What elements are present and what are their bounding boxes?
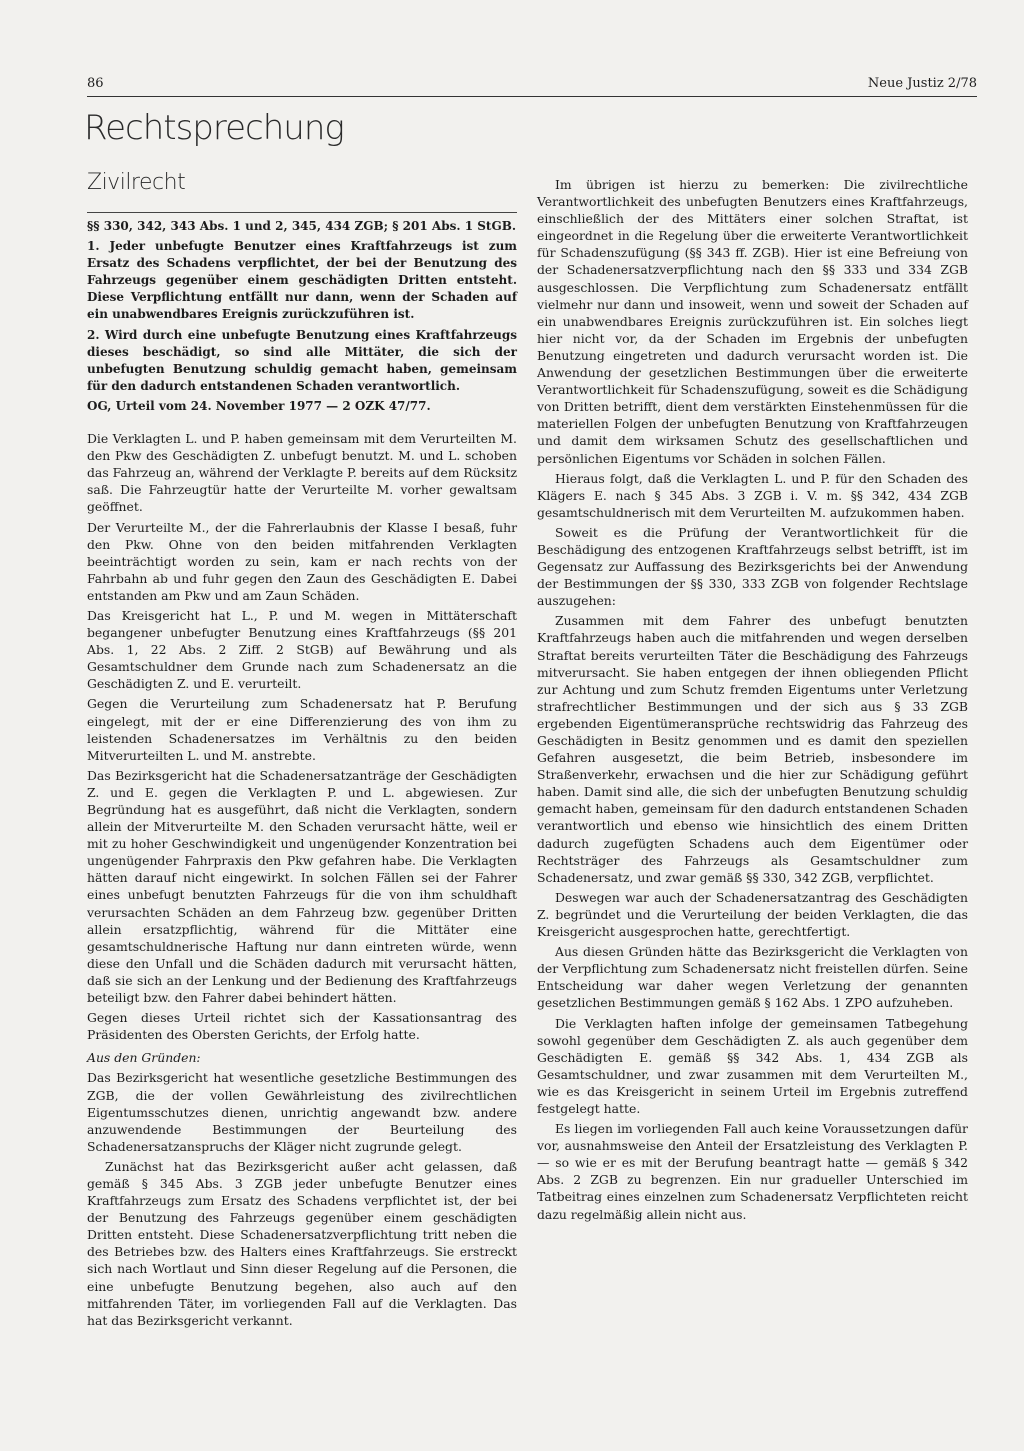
facts-paragraph: Gegen die Verurteilung zum Schadenersatz hat P. Berufung eingelegt, mit der er eine Differenzierung des von ihm zu leistenden Schadenersatzes im Verhältnis zu den beiden Mitverurteilten L. und M. anstrebte. [87,696,517,763]
section-title: Zivilrecht [87,170,186,195]
facts-paragraph: Das Bezirksgericht hat die Schadenersatzanträge der Geschädigten Z. und E. gegen die Verklagten P. und L. abgewiesen. Zur Begründung hat es ausgeführt, daß nicht die Verklagten, sondern allein der Mitverurteilte M. den Schaden verursacht hätte, weil er mit zu hoher Geschwindigkeit und ungenügender Konzentration bei ungenügender Fahrpraxis den Pkw gefahren habe. Die Verklagten hätten darauf nicht eingewirkt. In solchen Fällen sei der Fahrer eines unbefugt benutzten Fahrzeugs für die von ihm schuldhaft verursachten Schäden an dem Fahrzeug bzw. gegenüber Dritten allein ersatzpflichtig, während für die Mittäter eine gesamtschuldnerische Haftung nur dann eintreten würde, wenn diese den Unfall und die Schäden dadurch mit verursacht hätten, daß sie sich an der Lenkung und der Bedienung des Kraftfahrzeugs beteiligt bzw. den Fahrer dabei behindert hätten. [87,767,517,1006]
page-number: 86 [87,76,104,91]
reasons-paragraph: Deswegen war auch der Schadenersatzantrag des Geschädigten Z. begründet und die Verurteilung der beiden Verklagten, die das Kreisgericht ausgesprochen hatte, gerechtfertigt. [537,889,968,940]
reasons-paragraph: Es liegen im vorliegenden Fall auch keine Voraussetzungen dafür vor, ausnahmsweise den Anteil der Ersatzleistung des Verklagten P. — so wie er es mit der Berufung beantragt hatte — gemäß § 342 Abs. 2 ZGB zu begrenzen. Ein nur gradueller Unterschied im Tatbeitrag eines einzelnen zum Schadenersatz Verpflichteten reicht dazu regelmäßig allein nicht aus. [537,1121,968,1222]
headnote-point-2: 2. Wird durch eine unbefugte Benutzung eines Kraftfahrzeugs dieses beschädigt, so sind alle Mittäter, die sich der unbefugten Benutzung schuldig gemacht haben, gemeinsam für den dadurch entstandenen Schaden verantwortlich. [87,327,517,393]
facts-paragraph: Gegen dieses Urteil richtet sich der Kassationsantrag des Präsidenten des Obersten Gerichts, der Erfolg hatte. [87,1010,517,1043]
decision-reference: OG, Urteil vom 24. November 1977 — 2 OZK 47/77. [87,398,431,413]
reasons-paragraph: Zunächst hat das Bezirksgericht außer acht gelassen, daß gemäß § 345 Abs. 3 ZGB jeder unbefugte Benutzer eines Kraftfahrzeugs zum Ersatz des Schadens verpflichtet ist, der bei der Benutzung des Fahrzeugs gegenüber einem geschädigten Dritten entsteht. Diese Schadenersatzverpflichtung tritt neben die des Betriebes bzw. des Halters eines Kraftfahrzeugs. Sie erstreckt sich nach Wortlaut und Sinn dieser Regelung auf die Personen, die eine unbefugte Benutzung begehen, also auch auf den mitfahrenden Täter, im vorliegenden Fall auf die Verklagten. Das hat das Bezirksgericht verkannt. [87,1158,517,1328]
headnote [87,218,517,415]
journal-issue: Neue Justiz 2/78 [867,76,977,91]
header-divider [87,96,977,97]
spacer [87,418,517,430]
reasons-heading: Aus den Gründen: [87,1050,201,1066]
facts-paragraph: Das Kreisgericht hat L., P. und M. wegen in Mittäterschaft begangener unbefugter Benutzung eines Kraftfahrzeugs (§§ 201 Abs. 1, 22 Abs. 2 Ziff. 2 StGB) auf Bewährung und als Gesamtschuldner dem Grunde nach zum Schadenersatz an die Geschädigten Z. und E. verurteilt. [87,607,517,692]
reasons-paragraph: Zusammen mit dem Fahrer des unbefugt benutzten Kraftfahrzeugs haben auch die mitfahrenden und wegen derselben Straftat bereits verurteilten Täter die Beschädigung des Fahrzeugs mitverursacht. Sie haben entgegen der ihnen obliegenden Pflicht zur Achtung und zum Schutz fremden Eigentums unter Verletzung strafrechtlicher Bestimmungen und der sich aus § 33 ZGB ergebenden Eigentümeransprüche rechtswidrig das Fahrzeug des Geschädigten in Besitz genommen und es damit den speziellen Gefahren ausgesetzt, die beim Betrieb, insbesondere im Straßenverkehr, erwachsen und die hier zur Schädigung geführt haben. Damit sind alle, die sich der unbefugten Benutzung schuldig gemacht haben, gemeinsam für den dadurch entstandenen Schaden verantwortlich und ebenso wie hinsichtlich des einem Dritten dadurch zugefügten Schadens auch dem Eigentümer oder Rechtsträger des Fahrzeugs als Gesamtschuldner zum Schadenersatz, und zwar gemäß §§ 330, 342 ZGB, verpflichtet. [537,613,968,885]
section-divider [87,212,517,213]
reasons-paragraph: Hieraus folgt, daß die Verklagten L. und P. für den Schaden des Klägers E. nach § 345 Abs. 3 ZGB i. V. m. §§ 342, 434 ZGB gesamtschuldnerisch mit dem Verurteilten M. aufzukommen haben. [537,470,968,520]
reasons-paragraph: Aus diesen Gründen hätte das Bezirksgericht die Verklagten von der Verpflichtung zum Schadenersatz nicht freistellen dürfen. Seine Entscheidung war daher wegen Verletzung der genannten gesetzlichen Bestimmungen gemäß § 162 Abs. 1 ZPO aufzuheben. [537,944,968,1011]
left-column [87,218,517,1332]
facts-paragraph: Die Verklagten L. und P. haben gemeinsam mit dem Verurteilten M. den Pkw des Geschädigten Z. unbefugt benutzt. M. und L. schoben das Fahrzeug an, während der Verklagte P. bereits auf dem Rücksitz saß. Die Fahrzeugtür hatte der Verurteilte M. vorher gewaltsam geöffnet. [87,431,517,515]
reasons-paragraph: Das Bezirksgericht hat wesentliche gesetzliche Bestimmungen des ZGB, die der vollen Gewährleistung des zivilrechtlichen Eigentumsschutzes dienen, unrichtig angewandt bzw. andere anzuwendende Bestimmungen der Beurteilung des Schadenersatzanspruchs der Kläger nicht zugrunde gelegt. [87,1070,517,1154]
page-header [87,76,977,96]
headnote-point-1: 1. Jeder unbefugte Benutzer eines Kraftfahrzeugs ist zum Ersatz des Schadens verpflichtet, der bei der Benutzung des Fahrzeugs gegenüber einem geschädigten Dritten entsteht. Diese Verpflichtung entfällt nur dann, wenn der Schaden auf ein unabwendbares Ereignis zurückzuführen ist. [87,239,517,322]
right-column [537,176,968,1226]
reasons-paragraph: Soweit es die Prüfung der Verantwortlichkeit für die Beschädigung des entzogenen Kraftfahrzeugs selbst betrifft, ist im Gegensatz zur Auffassung des Bezirksgerichts bei der Anwendung der Bestimmungen der §§ 330, 333 ZGB von folgender Rechtslage auszugehen: [537,524,968,609]
headnote-citation: §§ 330, 342, 343 Abs. 1 und 2, 345, 434 ZGB; § 201 Abs. 1 StGB. [87,219,517,233]
page-title: Rechtsprechung [84,108,344,148]
reasons-paragraph: Die Verklagten haften infolge der gemeinsamen Tatbegehung sowohl gegenüber dem Geschädigten Z. als auch gegenüber dem Geschädigten E. gemäß §§ 342 Abs. 1, 434 ZGB als Gesamtschuldner, und zwar zusammen mit dem Verurteilten M., wie es das Kreisgericht in seinem Urteil im Ergebnis zutreffend festgelegt hatte. [537,1015,968,1116]
facts-paragraph: Der Verurteilte M., der die Fahrerlaubnis der Klasse I besaß, fuhr den Pkw. Ohne von den beiden mitfahrenden Verklagten beeinträchtigt worden zu sein, kam er nach rechts von der Fahrbahn ab und fuhr gegen den Zaun des Geschädigten E. Dabei entstanden am Pkw und am Zaun Schäden. [87,519,517,603]
reasons-paragraph: Im übrigen ist hierzu zu bemerken: Die zivilrechtliche Verantwortlichkeit des unbefugten Benutzers eines Kraftfahrzeugs, einschließlich der des Mittäters einer solchen Straftat, ist eingeordnet in die Regelung über die erweiterte Verantwortlichkeit für Schadenszufügung (§§ 343 ff. ZGB). Hier ist eine Befreiung von der Schadenersatzverpflichtung nach den §§ 333 und 334 ZGB ausgeschlossen. Die Verpflichtung zum Schadenersatz entfällt vielmehr nur dann und insoweit, wenn und soweit der Schaden auf ein unabwendbares Ereignis zurückzuführen ist. Ein solches liegt hier nicht vor, da der Schaden im Ergebnis der unbefugten Benutzung eingetreten und dadurch verursacht worden ist. Die Anwendung der gesetzlichen Bestimmungen über die erweiterte Verantwortlichkeit für Schadenszufügung, soweit es die Schädigung von Dritten betrifft, dient dem verstärkten Einstehenmüssen für die materiellen Folgen der unbefugten Benutzung von Kraftfahrzeugen und damit dem wirksamen Schutz des gesellschaftlichen und persönlichen Eigentums vor Schäden in solchen Fällen. [537,177,968,466]
